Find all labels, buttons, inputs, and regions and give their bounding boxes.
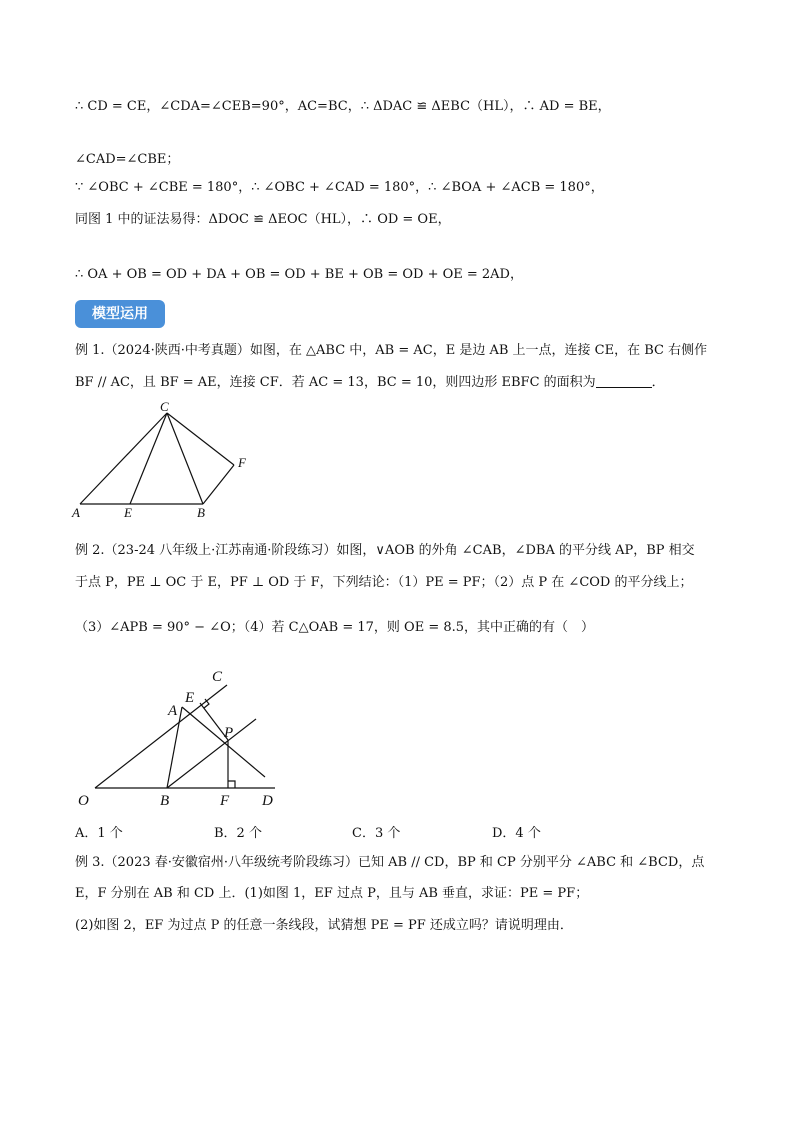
ex2-figure	[0, 655, 800, 815]
option-d[interactable]: D．4 个	[492, 826, 541, 841]
proof-line-4: 同图 1 中的证法易得：ΔDOC ≌ ΔEOC（HL），∴ OD = OE，	[75, 212, 451, 227]
label-f: F	[220, 793, 230, 809]
label-c: C	[160, 399, 169, 414]
segment-ec	[130, 413, 167, 504]
label-e: E	[124, 505, 132, 520]
right-angle-f	[228, 781, 235, 788]
ex1-line-2	[75, 373, 730, 393]
ex1-figure	[0, 395, 800, 525]
ex2-line-1: 例 2.（23-24 八年级上·江苏南通·阶段练习）如图，∨AOB 的外角 ∠CAB，∠DBA 的平分线 AP，BP 相交	[75, 543, 695, 558]
ex1-line-2-end: ．	[651, 375, 665, 390]
ex1-line-2-text: BF // AC，且 BF = AE，连接 CF．若 AC = 13，BC = 10，则四边形 EBFC 的面积为	[75, 375, 596, 390]
ex1-line-1: 例 1.（2024·陕西·中考真题）如图，在 △ABC 中，AB = AC，E 是边 AB 上一点，连接 CE，在 BC 右侧作	[75, 343, 708, 358]
proof-line-5: ∴ OA + OB = OD + DA + OB = OD + BE + OB = OD + OE = 2AD，	[75, 267, 523, 282]
ex2-line-2: 于点 P，PE ⊥ OC 于 E，PF ⊥ OD 于 F，下列结论：（1）PE = PF；（2）点 P 在 ∠COD 的平分线上；	[75, 575, 693, 590]
proof-line-2: ∠CAD=∠CBE；	[75, 152, 180, 167]
segment-bf	[203, 465, 234, 504]
label-a: A	[168, 703, 178, 719]
ex2-line-3: （3）∠APB = 90° − ∠O；（4）若 C△OAB = 17，则 OE = 8.5，其中正确的有（ ）	[75, 620, 595, 635]
label-a: A	[72, 505, 80, 520]
answer-blank	[596, 373, 652, 388]
label-d: D	[262, 793, 273, 809]
label-p: P	[224, 725, 234, 741]
proof-line-3: ∵ ∠OBC + ∠CBE = 180°，∴ ∠OBC + ∠CAD = 180°，∴ ∠BOA + ∠ACB = 180°，	[75, 180, 604, 195]
label-c: C	[212, 669, 223, 685]
bisector-bp	[167, 719, 256, 788]
ex3-line-2: E，F 分别在 AB 和 CD 上．(1)如图 1，EF 过点 P，且与 AB 垂直，求证：PE = PF；	[75, 886, 589, 901]
ex3-line-1: 例 3.（2023 春·安徽宿州·八年级统考阶段练习）已知 AB // CD，BP 和 CP 分别平分 ∠ABC 和 ∠BCD，点	[75, 855, 705, 870]
segment-ac	[80, 413, 167, 504]
label-b: B	[197, 505, 205, 520]
segment-ab	[167, 707, 182, 788]
label-b: B	[160, 793, 170, 809]
section-badge: 模型运用	[75, 300, 165, 328]
label-o: O	[78, 793, 89, 809]
ex3-line-3: (2)如图 2，EF 为过点 P 的任意一条线段，试猜想 PE = PF 还成立吗？请说明理由．	[75, 918, 573, 933]
ray-oc	[95, 685, 227, 788]
option-c[interactable]: C．3 个	[352, 826, 401, 841]
option-a[interactable]: A．1 个	[75, 826, 123, 841]
label-f: F	[238, 455, 246, 470]
option-b[interactable]: B．2 个	[214, 826, 262, 841]
label-e: E	[185, 690, 195, 706]
proof-line-1: ∴ CD = CE，∠CDA=∠CEB=90°，AC=BC，∴ ΔDAC ≌ ΔEBC（HL），∴ AD = BE，	[75, 99, 611, 114]
